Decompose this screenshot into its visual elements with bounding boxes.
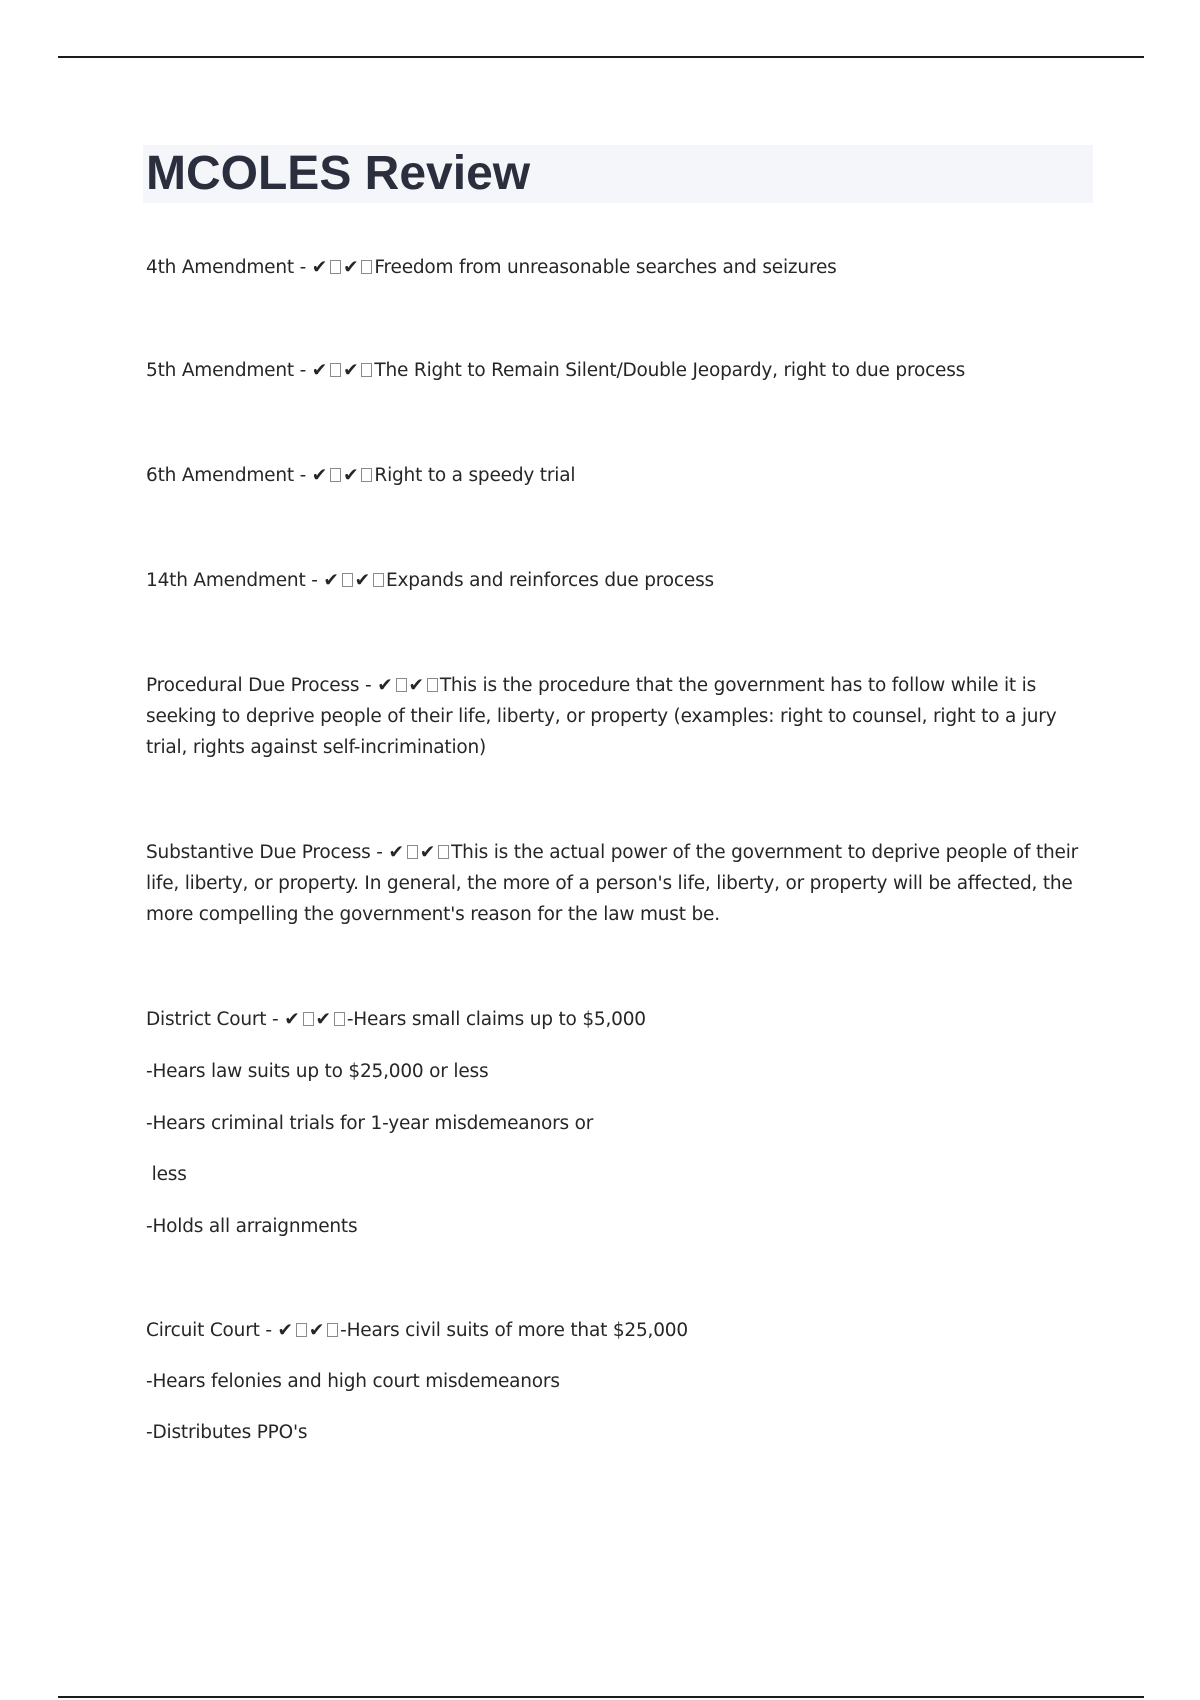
box-icon <box>327 1323 338 1337</box>
flashcard-14th-amendment <box>146 565 1096 596</box>
checkmark-icon: ✔ <box>343 257 359 278</box>
card-definition: The Right to Remain Silent/Double Jeopardy, right to due process <box>374 360 966 381</box>
card-separator: - <box>259 1320 278 1341</box>
flashcard-5th-amendment <box>146 355 1096 386</box>
card-separator: - <box>359 675 378 696</box>
card-separator: - <box>293 257 312 278</box>
box-icon <box>361 363 372 377</box>
box-icon <box>330 468 341 482</box>
document-title: MCOLES Review <box>146 147 531 200</box>
card-definition: -Hears small claims up to $5,000 <box>346 1009 646 1030</box>
checkmark-icon: ✔ <box>311 257 328 278</box>
box-icon <box>296 1323 307 1337</box>
checkmark-icon: ✔ <box>311 360 328 381</box>
checkmark-icon: ✔ <box>277 1320 293 1341</box>
box-icon <box>396 678 407 692</box>
card-definition: Freedom from unreasonable searches and seizures <box>374 257 837 278</box>
circuit-court-detail: -Distributes PPO's <box>146 1422 308 1443</box>
box-icon <box>342 573 353 587</box>
checkmark-icon: ✔ <box>315 1009 331 1030</box>
flashcard-district-court <box>146 1004 1096 1035</box>
flashcard-procedural-due-process <box>146 670 1096 763</box>
box-icon <box>330 363 341 377</box>
card-term: 5th Amendment <box>146 360 294 381</box>
card-definition: This is the procedure that the government has to follow while it is seeking to deprive people of their life, liberty, or property (examples: right to counsel, right to a jury trial, rights against self-incrimination) <box>146 675 1057 758</box>
card-definition: Right to a speedy trial <box>374 465 576 486</box>
card-definition: Expands and reinforces due process <box>385 570 714 591</box>
card-term: Procedural Due Process <box>146 675 360 696</box>
checkmark-icon: ✔ <box>388 842 404 863</box>
box-icon <box>373 573 384 587</box>
card-term: District Court <box>146 1009 267 1030</box>
checkmark-icon: ✔ <box>354 570 370 591</box>
box-icon <box>361 468 372 482</box>
flashcard-substantive-due-process <box>146 837 1096 930</box>
checkmark-icon: ✔ <box>284 1009 300 1030</box>
box-icon <box>407 845 418 859</box>
checkmark-icon: ✔ <box>343 465 359 486</box>
district-court-detail: -Hears law suits up to $25,000 or less <box>146 1061 489 1082</box>
card-definition: -Hears civil suits of more that $25,000 <box>340 1320 688 1341</box>
circuit-court-detail: -Hears felonies and high court misdemeanors <box>146 1371 560 1392</box>
card-term: Circuit Court <box>146 1320 260 1341</box>
box-icon <box>427 678 438 692</box>
card-separator: - <box>305 570 324 591</box>
checkmark-icon: ✔ <box>311 465 328 486</box>
footer-rule <box>58 1696 1144 1698</box>
card-term: 14th Amendment <box>146 570 306 591</box>
header-rule <box>58 56 1144 58</box>
box-icon <box>438 845 449 859</box>
box-icon <box>303 1012 314 1026</box>
card-term: Substantive Due Process <box>146 842 371 863</box>
checkmark-icon: ✔ <box>323 570 339 591</box>
card-definition: This is the actual power of the government to deprive people of their life, liberty, or property. In general, the more of a person's life, liberty, or property will be affected, the more compelling the government's reason for the law must be. <box>146 842 1079 925</box>
card-separator: - <box>370 842 389 863</box>
box-icon <box>334 1012 345 1026</box>
card-separator: - <box>266 1009 285 1030</box>
checkmark-icon: ✔ <box>343 360 359 381</box>
checkmark-icon: ✔ <box>308 1320 325 1341</box>
checkmark-icon: ✔ <box>419 842 436 863</box>
box-icon <box>361 260 372 274</box>
district-court-detail: -Holds all arraignments <box>146 1216 358 1237</box>
flashcard-4th-amendment <box>146 252 1096 283</box>
card-term: 6th Amendment <box>146 465 294 486</box>
checkmark-icon: ✔ <box>408 675 424 696</box>
district-court-detail: less <box>146 1164 187 1185</box>
flashcard-circuit-court <box>146 1315 1096 1346</box>
card-term: 4th Amendment <box>146 257 294 278</box>
district-court-detail: -Hears criminal trials for 1-year misdemeanors or <box>146 1113 594 1134</box>
flashcard-6th-amendment <box>146 460 1096 491</box>
box-icon <box>330 260 341 274</box>
card-separator: - <box>293 465 312 486</box>
card-separator: - <box>293 360 312 381</box>
checkmark-icon: ✔ <box>377 675 393 696</box>
